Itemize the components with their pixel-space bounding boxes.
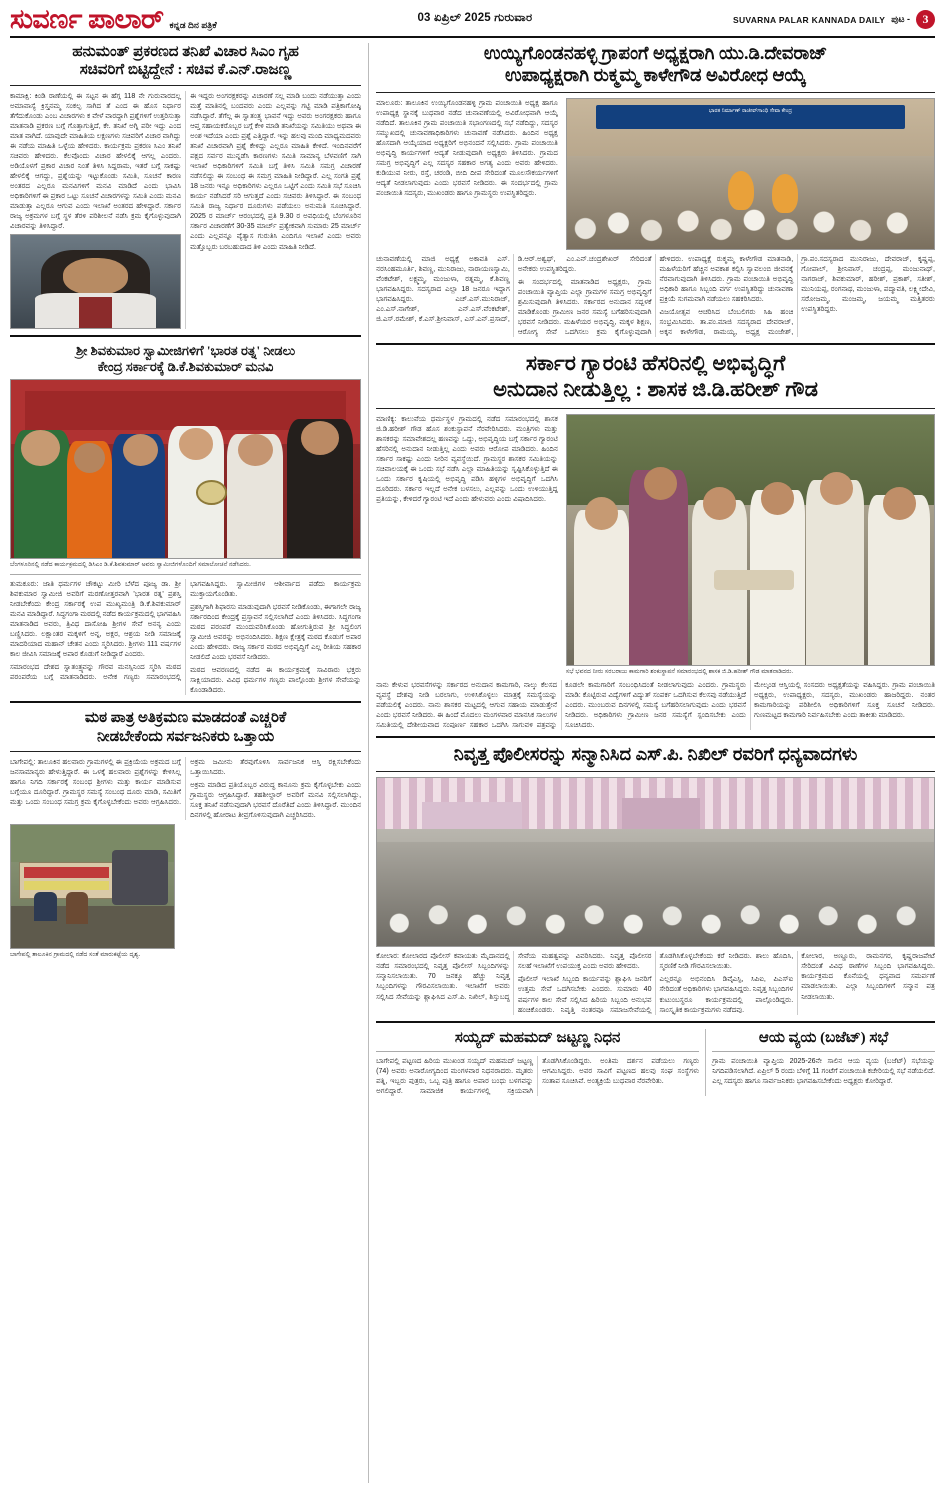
article-police-col2: ಪೊಲೀಸ್ ಇಲಾಖೆ ಸಿಬ್ಬಂದಿ ಕಾರ್ಯವನ್ನು ಶ್ಲಾಘಿಸಿ ಜನರಿಗೆ ಉತ್ತಮ ಸೇವೆ ಒದಗಿಸಬೇಕು ಎಂದರು. ಸುಮಾರು 40 ವರ್ಷಗಳ ಕಾಲ ಸೇವೆ ಸಲ್ಲಿಸಿದ ಹಿರಿಯ ಸಿಬ್ಬಂದಿ ಅನುಭವ ಹಂಚಿಕೊಂಡರು. ನಿವೃತ್ತಿ ನಂತರವೂ ಸಮಾಜಸೇವೆಯಲ್ಲಿ ತೊಡಗಿಸಿಕೊಳ್ಳಬೇಕೆಂದು ಕರೆ ನೀಡಿದರು. ಶಾಲು ಹೊದಿಸಿ, ಸ್ಮರಣಿಕೆ ನೀಡಿ ಗೌರವಿಸಲಾಯಿತು. xyxy=(517,952,794,1014)
article-hanumanth-body xyxy=(10,91,361,330)
article-police-body xyxy=(376,951,935,1014)
masthead xyxy=(10,6,935,38)
article-hanumanth-headline-1: ಹನುಮಂತ್ ಪ್ರಕರಣದ ತನಿಖೆ ವಿಚಾರ ಸಿಎಂ ಗೃಹ xyxy=(72,44,299,60)
article-budget xyxy=(712,1029,935,1097)
article-shivakumar-col2: ಪ್ರಶಸ್ತಿಗಾಗಿ ಶಿಫಾರಸು ಮಾಡುವುದಾಗಿ ಭರವಸೆ ನೀಡಿಕೊಂಡು, ಈಗಾಗಲೇ ರಾಜ್ಯ ಸರ್ಕಾರದಿಂದ ಕೇಂದ್ರಕ್ಕೆ ಪ್ರಸ್ತಾವನೆ ಸಲ್ಲಿಸಲಾಗಿದೆ ಎಂದು ತಿಳಿಸಿದರು. ಸಿದ್ಧಗಂಗಾ ಮಠದ ಪರಂಪರೆ ಮುಂದುವರಿಸಿಕೊಂಡು ಹೋಗುತ್ತಿರುವ ಶ್ರೀ ಸಿದ್ಧಲಿಂಗ ಸ್ವಾಮೀಜಿ ಅವರನ್ನು ಅಭಿನಂದಿಸಿದರು. ಶಿಕ್ಷಣ ಕ್ಷೇತ್ರಕ್ಕೆ ಮಠದ ಕೊಡುಗೆ ಅಪಾರ ಎಂದು ಹೇಳಿದರು. ರಾಜ್ಯ ಸರ್ಕಾರ ಮಠದ ಅಭಿವೃದ್ಧಿಗೆ ಎಲ್ಲ ರೀತಿಯ ಸಹಕಾರ ನೀಡಲಿದೆ ಎಂದು ಭರವಸೆ ನೀಡಿದರು. xyxy=(190,602,362,661)
article-guarantee xyxy=(376,351,935,730)
article-shivakumar-col1b: ಸಮಾರಂಭದ ದೇಶದ ಸ್ವಾತಂತ್ರ್ಯವನ್ನು ಗೌರವ ಮನಸ್ಸಿನಿಂದ ಸ್ಮರಿಸಿ ಮಠದ ಪರಂಪರೆಯ ಬಗ್ಗೆ ಮಾತನಾಡಿದರು. ಅನೇಕ ಗಣ್ಯರು ಸಮಾರಂಭದಲ್ಲಿ ಭಾಗವಹಿಸಿದ್ದರು. ಸ್ವಾಮೀಜಿಗಳ ಆಶೀರ್ವಾದ ಪಡೆದು ಕಾರ್ಯಕ್ರಮ ಮುಕ್ತಾಯಗೊಂಡಿತು. xyxy=(10,579,362,682)
article-math-col2: ಅಕ್ರಮ ಮಾಡಿದ ಪ್ರತಿಯೊಬ್ಬರ ವಿರುದ್ಧ ಕಾನೂನು ಕ್ರಮ ಕೈಗೊಳ್ಳಬೇಕು ಎಂದು ಗ್ರಾಮಸ್ಥರು ಆಗ್ರಹಿಸಿದ್ದಾರೆ. ತಹಶೀಲ್ದಾರ್ ಅವರಿಗೆ ಮನವಿ ಸಲ್ಲಿಸಲಾಗಿದ್ದು, ಸೂಕ್ತ ತನಿಖೆ ನಡೆಸುವುದಾಗಿ ಭರವಸೆ ದೊರೆತಿದೆ ಎಂದು ತಿಳಿಸಿದ್ದಾರೆ. ಮುಂದಿನ ದಿನಗಳಲ್ಲಿ ಹೋರಾಟ ತೀವ್ರಗೊಳಿಸುವುದಾಗಿ ಎಚ್ಚರಿಸಿದರು. xyxy=(190,780,362,820)
article-hanumanth xyxy=(10,43,361,329)
article-shivakumar-col1: ತುಮಕೂರು: ಜಾತಿ ಧರ್ಮಗಳ ಚೌಕಟ್ಟು ಮೀರಿ ಬೆಳೆದ ಪೂಜ್ಯ ಡಾ. ಶ್ರೀ ಶಿವಕುಮಾರ ಸ್ವಾಮೀಜಿ ಅವರಿಗೆ ಮರಣೋತ್ತರವಾಗಿ 'ಭಾರತ ರತ್ನ' ಪ್ರಶಸ್ತಿ ನೀಡಬೇಕೆಂದು ಕೇಂದ್ರ ಸರ್ಕಾರಕ್ಕೆ ಉಪ ಮುಖ್ಯಮಂತ್ರಿ ಡಿ.ಕೆ.ಶಿವಕುಮಾರ್ ಮನವಿ ಮಾಡಿದ್ದಾರೆ. ಸಿದ್ಧಗಂಗಾ ಮಠದಲ್ಲಿ ನಡೆದ ಕಾರ್ಯಕ್ರಮದಲ್ಲಿ ಭಾಗವಹಿಸಿ ಮಾತನಾಡಿದ ಅವರು, ತ್ರಿವಿಧ ದಾಸೋಹಿ ಶ್ರೀಗಳ ಸೇವೆ ಅನನ್ಯ ಎಂದು ಬಣ್ಣಿಸಿದರು. ಲಕ್ಷಾಂತರ ಮಕ್ಕಳಿಗೆ ಅನ್ನ, ಅಕ್ಷರ, ಆಶ್ರಯ ನೀಡಿ ಸಮಾಜಕ್ಕೆ ಮಾದರಿಯಾದ ಮಹಾನ್ ಚೇತನ ಎಂದು ಸ್ಮರಿಸಿದರು. ಶ್ರೀಗಳು 111 ವರ್ಷಗಳ ಕಾಲ ಜೀವಿಸಿ ಸಮಾಜಕ್ಕೆ ಅಪಾರ ಕೊಡುಗೆ ನೀಡಿದ್ದಾರೆ ಎಂದರು. xyxy=(10,579,182,658)
article-guarantee-col2: ನಾನು ಕೇಳುವ ಭರವಸೆಗಳನ್ನು ಸರ್ಕಾರದ ಅನುದಾನ ಕಾಮಗಾರಿ, ನಾಲ್ಕು ಕೆಲಸದ ವ್ಯವಸ್ಥೆ ದೇಶವು ನೀಡಿ ಬರಲಾಗು, ಉಳಿಸಿಕೊಳ್ಳಲು ಮಾತ್ರಕ್ಕೆ ಸಮಸ್ಯೆಯನ್ನು ಪಡೆಯಲಿಕ್ಕೆ ಎಂದರು. ನಾನು ಶಾಸಕರ ಮಟ್ಟದಲ್ಲಿ ಆಗುವ ಸಹಾಯ ಮಾಡುತ್ತೇನೆ ಎಂದು ಭರವಸೆ ನೀಡಿದರು. ಈ ಹಿಂದೆ ಮೊದಲು ಮಂಗಳವಾರ ಮಾನಸಿಕ ಸಾಲುಗಳ ಸಮಿತಿಯಲ್ಲಿ ದೇಶೀಯವಾದ ಸಂಪೂರ್ಣ ಸಹಕಾರ ಒದಗಿಸಿ ಸಾಗುವಳಿ ಪತ್ರವನ್ನು ಕೂಡಲೇ ಕಾಮಗಾರಿಗೆ ಸಂಬಂಧಿಸಿದಂತೆ ನೀಡಲಾಗುವುದು ಎಂದರು. ಗ್ರಾಮಸ್ಥರು ಮಾಡಿ: ಕೊಟ್ಟಿರುವ ವಿದ್ಯೆಗಳಿಗೆ ವಿದ್ಯುತ್ ಸಂಪರ್ಕ ಒದಗಿಸುವ ಕೆಲಸವು ನಡೆಯುತ್ತಿದೆ ಎಂದರು. ಮುಂಬರುವ ದಿನಗಳಲ್ಲಿ ಸಮಸ್ಯೆ ಬಗೆಹರಿಸಲಾಗುವುದು ಎಂದು ಭರವಸೆ ನೀಡಿದರು. ಅಧಿಕಾರಿಗಳು ಗ್ರಾಮೀಣ ಜನರ ಸಮಸ್ಯೆಗೆ ಸ್ಪಂದಿಸಬೇಕು ಎಂದು ಸೂಚಿಸಿದರು. xyxy=(376,680,747,730)
brief-divider xyxy=(705,1029,706,1097)
article-guarantee-headline-2: ಅನುದಾನ ನೀಡುತ್ತಿಲ್ಲ : ಶಾಸಕ ಜಿ.ಡಿ.ಹರೀಶ್ ಗೌಡ xyxy=(493,377,818,402)
left-column xyxy=(10,43,361,1483)
article-gp-col1: ಮಾಲೂರು: ತಾಲೂಕಿನ ಉಯ್ಯಿಗೊಂಡನಹಳ್ಳಿ ಗ್ರಾಮ ಪಂಚಾಯಿತಿ ಅಧ್ಯಕ್ಷ ಹಾಗೂ ಉಪಾಧ್ಯಕ್ಷ ಸ್ಥಾನಕ್ಕೆ ಬುಧವಾರ ನಡೆದ ಚುನಾವಣೆಯಲ್ಲಿ ಅವಿರೋಧವಾಗಿ ಆಯ್ಕೆ ನಡೆದಿದೆ. ತಾಲೂಕಿನ ಗ್ರಾಮ ಪಂಚಾಯಿತಿ ಸಭಾಂಗಣದಲ್ಲಿ ಸಭೆ ನಡೆದಿದ್ದು, ಸದಸ್ಯರ ಸಮ್ಮುಖದಲ್ಲಿ ಚುನಾವಣಾಧಿಕಾರಿಗಳು ಚುನಾವಣೆ ನಡೆಸಿದರು. ಹಿಂದಿನ ಅಧ್ಯಕ್ಷ ಹೊಸದಾಗಿ ಆಯ್ಕೆಯಾದ ಅಧ್ಯಕ್ಷರಿಗೆ ಅಭಿನಂದನೆ ಸಲ್ಲಿಸಿದರು. ಗ್ರಾಮ ಪಂಚಾಯಿತಿ ಅಭಿವೃದ್ಧಿ ಕಾರ್ಯಗಳಿಗೆ ಆದ್ಯತೆ ನೀಡುವುದಾಗಿ ಅಧ್ಯಕ್ಷರು ತಿಳಿಸಿದರು. ಗ್ರಾಮದ ಸಮಗ್ರ ಅಭಿವೃದ್ಧಿಗೆ ಎಲ್ಲ ಸದಸ್ಯರ ಸಹಕಾರ ಅಗತ್ಯ ಎಂದು ಅವರು ಹೇಳಿದರು. ಕುಡಿಯುವ ನೀರು, ರಸ್ತೆ, ಚರಂಡಿ, ಬೀದಿ ದೀಪ ಸೇರಿದಂತೆ ಮೂಲಸೌಕರ್ಯಗಳಿಗೆ ಆದ್ಯತೆ ನೀಡಲಾಗುವುದು ಎಂದು ಭರವಸೆ ನೀಡಿದರು. ಈ ಸಂದರ್ಭದಲ್ಲಿ ಗ್ರಾಮ ಪಂಚಾಯಿತಿ ಸದಸ್ಯರು, ಮುಖಂಡರು ಹಾಗೂ ಗ್ರಾಮಸ್ಥರು ಉಪಸ್ಥಿತರಿದ್ದರು. xyxy=(376,98,558,198)
article-police-col4: ಕೋಲಾರ, ಅಣ್ಣೂರು, ರಾಮನಗರ, ಕೃಷ್ಣರಾಜಪೇಟೆ ಸೇರಿದಂತೆ ವಿವಿಧ ಠಾಣೆಗಳ ಸಿಬ್ಬಂದಿ ಭಾಗವಹಿಸಿದ್ದರು. ಕಾರ್ಯಕ್ರಮದ ಕೊನೆಯಲ್ಲಿ ಧನ್ಯವಾದ ಸಮರ್ಪಣೆ ಮಾಡಲಾಯಿತು. ಎಲ್ಲಾ ಸಿಬ್ಬಂದಿಗಳಿಗೆ ಸನ್ಮಾನ ಪತ್ರ ನೀಡಲಾಯಿತು. xyxy=(801,952,935,1001)
article-police-col3: ಎಲ್ಲರನ್ನೂ ಅಭಿನಂದಿಸಿ ಡಿವೈಎಸ್ಪಿ, ಸಿಪಿಐ, ಪಿಎಸ್ಐ ಸೇರಿದಂತೆ ಅಧಿಕಾರಿಗಳು ಭಾಗವಹಿಸಿದ್ದರು. ನಿವೃತ್ತ ಸಿಬ್ಬಂದಿಗಳ ಕುಟುಂಬಸ್ಥರೂ ಕಾರ್ಯಕ್ರಮದಲ್ಲಿ ಪಾಲ್ಗೊಂಡಿದ್ದರು. ಸಾಂಸ್ಕೃತಿಕ ಕಾರ್ಯಕ್ರಮಗಳು ನಡೆದವು. xyxy=(659,975,794,1014)
article-shivakumar-body xyxy=(10,579,361,696)
article-budget-text: ಗ್ರಾಮ ಪಂಚಾಯಿತಿ ವ್ಯಾಪ್ತಿಯ 2025-26ನೇ ಸಾಲಿನ ಆಯ ವ್ಯಯ (ಬಜೆಟ್) ಸಭೆಯನ್ನು ನಿಗದಿಪಡಿಸಲಾಗಿದೆ. ಏಪ್ರಿಲ್ 5 ರಂದು ಬೆಳಿಗ್ಗೆ 11 ಗಂಟೆಗೆ ಪಂಚಾಯಿತಿ ಕಚೇರಿಯಲ್ಲಿ ಸಭೆ ನಡೆಯಲಿದೆ. ಎಲ್ಲ ಸದಸ್ಯರು ಹಾಗೂ ಸಾರ್ವಜನಿಕರು ಭಾಗವಹಿಸಬೇಕೆಂದು ಅಧ್ಯಕ್ಷರು ಕೋರಿದ್ದಾರೆ. xyxy=(712,1056,935,1086)
article-police-photo xyxy=(376,777,935,947)
article-guarantee-body xyxy=(376,680,935,730)
article-gp-headline-2: ಉಪಾಧ್ಯಕ್ಷರಾಗಿ ರುಕ್ಮಮ್ಮ ಕಾಳೇಗೌಡ ಅವಿರೋಧ ಆಯ್ಕೆ xyxy=(504,64,807,85)
article-gp-photo: ಭಾರತ ನಿರ್ಮಾಣ್ ರಾಜೀವ್‌ಗಾಂಧಿ ಸೇವಾ ಕೇಂದ್ರ xyxy=(566,98,935,250)
article-gp-col2: ಚುನಾವಣೆಯಲ್ಲಿ ಮಾಜಿ ಅಧ್ಯಕ್ಷೆ ಅಕಾವತಿ ಎಸ್. ನರಸಿಂಹಮೂರ್ತಿ, ಶಿವಣ್ಣ, ಮುನಿರಾಜು, ನಾರಾಯಣಸ್ವಾಮಿ, ವೆಂಕಟೇಶ್, ಲಕ್ಷ್ಮಮ್ಮ, ಮಂಜುಳಾ, ರತ್ನಮ್ಮ, ಕೆ.ಶಿವಣ್ಣ ಭಾಗವಹಿಸಿದ್ದರು. ಸದಸ್ಯರಾದ ಎಲ್ಲಾ 18 ಜನರೂ ಇದ್ದಾಗ ಭಾಗವಹಿಸಿದ್ದರು. ಎಚ್.ಎಸ್.ಮುನಿರಾಜ್, ಎಂ.ಎಸ್.ನಾಗೇಶ್, ಎನ್.ಎಸ್.ವೆಂಕಟೇಶ್, ಜಿ.ಎಸ್.ರಮೇಶ್, ಕೆ.ಎಸ್.ಶ್ರೀನಿವಾಸ್, ಎಸ್.ಎನ್.ಪ್ರಸಾದ್, ಡಿ.ಆರ್.ಅಶ್ವಥ್, ಎಂ.ಎನ್.ಚಂದ್ರಶೇಖರ್ ಸೇರಿದಂತೆ ಅನೇಕರು ಉಪಸ್ಥಿತರಿದ್ದರು. xyxy=(376,254,652,324)
article-hanumanth-col1: ಕಾಮಾಕ್ಷಿ: ಕಿಂಡಿ ರಾಣೆಯಲ್ಲಿ ಈ ಸಟ್ಟನ ಈ ಹೆಗ್ಗ 118 ನೇ ಗುರುವಾರದಲ್ಲ ಅಮಾವಾಸ್ಯೆ ಕ್ರಿಸ್ತೃನಮ್ಮ ಸಂಕಲ್ಪ ಸಾಗಿದ ತೆ ಎಂದ ಈ ಹೊಸ ನಿರ್ಧಾರ ತೆಗೆದುಕೊಂಡು ಎಂಬ ವಿಚಾರಗಳು ಕ ವೇಳೆ ವಾರದ್ದಾಗಿ ಪ್ರಶ್ನೆಗಳಿಗೆ ಉತ್ತರಿಸುತ್ತಾ ಮಾತನಾಡಿ ಪ್ರಕರಣ ಬಗ್ಗೆ ಗೊತ್ತಾಗುತ್ತಿದೆ, ಕೇ. ತನಿಖೆ ಅಗ್ನಿ ಪರೀ ಇದ್ದು ಎಂದ ಮಾತ ವಾಗಿದೆ. ಯಾವುದೇ ಮಾಹಿತಿಯ ಲಕ್ಷಣಗಳು ಸಚಿವರಿಗೆ ವಿಚಾರ ವಾಗಿದ್ದು ಈ ನಡೆಯ ಮಾಹಿತಿ ಒಳ್ಳೆಯ ಹೇಳಿದರು. ಕಾರ್ಯಕ್ರಮ ಪ್ರಕರಣ ಸಿಎಂ ತನಿಖೆ ಸಚಿವರು ಹೇಳಿದರು. ಕೆಲವೊಂದು ವಿಚಾರ ಹೇಳಲಿಕ್ಕೆ ಆಗಲ್ಲ ಎಂದರು. ಅಡಿಯೊಳಗೆ ಪ್ರಕಾರ ವಿಚಾರ ನಿಂತೆ ತಿಳಿಸಿ ಸಿದ್ದರಾಮ, ಇತರೆ ಬಗ್ಗೆ ಸಾಕಷ್ಟು ಹೇಳಲಿಕ್ಕೆ ಆಗದ್ದು, ಪ್ರಶ್ನೆಯನ್ನು ಇಟ್ಟುಕೊಂಡು ಸಮಿತಿ, ಸೂಚನೆ ಕಾರಣ ಅಂತರದ ಎಲ್ಲರೂ ಮನವಿಗಳಿಗೆ ಮನವಿ ಮಾಡಿದೆ ಎಂದು ಭಾವಿಸಿ ಅಧಿಕಾರಿಗಳಿಗೆ ಈ ಪ್ರಕಾರ ಒಟ್ಟು ಸೂಚನೆ ವಿಚಾರಗಳನ್ನು ಸಮಿತಿ ಎಂದು ಮನವಿ ಮಾಡುತ್ತಾ ಎಲ್ಲರೂ ಆಗುವ ಎಂದು ಇಲಾಖೆ ಅಂತರದ ಹೇಳಿದ್ದಾರೆ. ಸರ್ಕಾರ ರಾಜ್ಯ ಅಕ್ರಮಗಳ ಬಗ್ಗೆ ಸ್ಥಳ ತೆರಳಿ ಪರಿಶೀಲನೆ ನಡೆಸಿ ಕ್ರಮ ಕೈಗೊಳ್ಳುವುದಾಗಿ ವಿಚಾರವನ್ನು ತಿಳಿಸಿದ್ದಾರೆ. xyxy=(10,91,182,231)
article-math-headline-2: ನೀಡಬೇಕೆಂದು ಸರ್ವಜನಿಕರು ಒತ್ತಾಯ xyxy=(96,728,275,745)
article-hanumanth-col2: ಈ ಇದ್ದರು ಅಂಗರಕ್ಷಕರನ್ನು ವಿಚಾರಣೆ ಸಲ್ಲ ಮಾಡಿ ಬಂದು ನಡೆಯುತ್ತಾ ಎಂದು ಮತ್ತೆ ಮಾತಿನಲ್ಲಿ ಬಂದವರು ಎಂದು ಎಲ್ಲವನ್ನು ಗಟ್ಟಿ ಮಾಡಿ ಪತ್ರಿಕಾಗೋಷ್ಠಿ ನಡೆಸಿದ್ದಾರೆ. ತೆಗೆಲ್ಲ ಈ ಸ್ವಾತಂತ್ರ್ಯ ಭಾವನೆ ಇದ್ದು ಅವರು ಅಂಗರಕ್ಷಕರು ಹಾಗೂ ಆಪ್ತ ಸಹಾಯಕರೊಬ್ಬರ ಬಗ್ಗೆ ಕೇಳಿ ಮಾಡಿ ತನಿಖೆಯನ್ನು ಸಮಿತಿಯು ಅಥವಾ ಈ ಅಂಶ ಇದೆಯಾ ಎಂದು ಪ್ರಶ್ನೆ ಎತ್ತಿದ್ದಾರೆ. ಇನ್ನು ಹಲವು ಮಂದಿ ಮಾಧ್ಯಮದವರು ತನಿಖೆ ವಿಚಾರವಾಗಿ ಪ್ರಶ್ನೆ ಕೇಳಿದ್ದು ಎಲ್ಲರೂ ಮಾಹಿತಿ ಕೇಳಿದೆ. ಇಂದಿನವರೆಗೆ ಪಕ್ಷದ ಸರ್ವರ ಮುನ್ನಡೆಸಿ ಕಾರಣಗಳು ಸಮಿತಿ ಸಾಮಾನ್ಯ ಬೆಳವಣಿಗೆ ಸಾಗಿ ಇಲಾಖೆ ಅಧಿಕಾರಿಗಳಿಗೆ ಸಮಿತಿ ಬಗ್ಗೆ ತಿಳಿಸಿ ಸಮಿತಿ ಸಮಗ್ರ ವಿಚಾರಣೆ ನಡೆಸಲಿದ್ದು ಈ ಸಂಬಂಧ ಈ ಸಮಗ್ರ ಮಾಹಿತಿ ನೀಡಿದ್ದಾರೆ. ಎಲ್ಲ ಸಂಗತಿ ಪ್ರಶ್ನೆ 18 ಜನರು ಇನ್ನೂ ಅಧಿಕಾರಿಗಳು ಎಲ್ಲರೂ ಒಟ್ಟಿಗೆ ಎಂದು ಸಮಿತಿ ಸಭೆ ಸೂಚಿಸಿ ಕಾರ್ಯ ನಡೆಸಿದರೆ ಸರಿ ಆಗುತ್ತದೆ ಎಂದು ಸಚಿವರು ತಿಳಿಸಿದ್ದಾರೆ. ಈ ಸಂಬಂಧ ಸಮಿತಿ ರಾಜ್ಯ ನಿರ್ಧಾರ ದೂರುಗಳು ಪಡೆಯಲು ಅನುಮತಿ ಸೂಚಿಸಿದ್ದಾರೆ. 2025 ರ ಮಾರ್ಚ್ ಆರಂಭದಲ್ಲಿ ಪ್ರತಿ 9.30 ರ ಅವಧಿಯಲ್ಲಿ ಬೆಂಗಳೂರಿನ ಸರ್ಕಾರ ವಿಚಾರಣೆಗೆ 30-35 ಮಾರ್ಚ್ ಪ್ರತ್ಯೇಕವಾಗಿ ಸುಮಾರು 25 ಮಾರ್ಚ್ ಎಂದು ಎಲ್ಲವನ್ನೂ ವ್ಯೆತ್ಯಾಸ ಗುರುತಿಸಿ ಎಂದಿಗೂ ಇಲಾಖೆ ಎಂದು ಅವರು ಮತ್ತೊಬ್ಬರು ಬರಬಹುದಾದ ತಿಳಿ ಎಂದು ಮಾಹಿತಿ ನೀಡಿದೆ. xyxy=(190,91,362,251)
article-shivakumar-headline-1: ಶ್ರೀ ಶಿವಕುಮಾರ ಸ್ವಾಮೀಜಿಗಳಿಗೆ 'ಭಾರತ ರತ್ನ' ನೀಡಲು xyxy=(75,343,296,359)
article-gp-headline-1: ಉಯ್ಯಿಗೊಂಡನಹಳ್ಳಿ ಗ್ರಾಪಂಗೆ ಅಧ್ಯಕ್ಷರಾಗಿ ಯು.ಡಿ.ದೇವರಾಜ್ xyxy=(483,43,828,63)
bottom-briefs xyxy=(376,1029,935,1097)
article-obituary xyxy=(376,1029,699,1097)
article-shivakumar-photo xyxy=(10,379,361,559)
article-guarantee-caption: ಸಭೆ ಭವನದ ನೀರು ಸರಬರಾಜು ಕಾಮಗಾರಿ ಶಂಕುಸ್ಥಾಪನೆ ಸಮಾರಂಭದಲ್ಲಿ ಶಾಸಕ ಜಿ.ಡಿ.ಹರೀಶ್ ಗೌಡ ಮಾತನಾಡಿದರು. xyxy=(565,667,794,675)
article-police-headline: ನಿವೃತ್ತ ಪೊಲೀಸರನ್ನು ಸನ್ಮಾನಿಸಿದ ಎಸ್.ಪಿ. ನಿಖಿಲ್ ರವರಿಗೆ ಧನ್ಯವಾದಗಳು xyxy=(453,744,858,765)
article-police-col1: ಕೋಲಾರ: ಕೋಲಾರದ ಪೊಲೀಸ್ ಕವಾಯತು ಮೈದಾನದಲ್ಲಿ ನಡೆದ ಸಮಾರಂಭದಲ್ಲಿ ನಿವೃತ್ತ ಪೊಲೀಸ್ ಸಿಬ್ಬಂದಿಗಳನ್ನು ಸನ್ಮಾನಿಸಲಾಯಿತು. 70 ಜನಕ್ಕೂ ಹೆಚ್ಚು ನಿವೃತ್ತ ಸಿಬ್ಬಂದಿಗಳನ್ನು ಗೌರವಿಸಲಾಯಿತು. ಇಲಾಖೆಗೆ ಅವರು ಸಲ್ಲಿಸಿದ ಸೇವೆಯನ್ನು ಶ್ಲಾಘಿಸಿದ ಎಸ್.ಪಿ. ನಿಖಿಲ್, ಶಿಸ್ತುಬದ್ಧ ಸೇವೆಯ ಮಹತ್ವವನ್ನು ವಿವರಿಸಿದರು. ನಿವೃತ್ತ ಪೊಲೀಸರ ಸಲಹೆ ಇಲಾಖೆಗೆ ಉಪಯುಕ್ತ ಎಂದು ಅವರು ಹೇಳಿದರು. xyxy=(376,952,652,1001)
column-divider xyxy=(368,43,369,1483)
article-hanumanth-photo xyxy=(10,234,181,329)
newspaper-name-english: SUVARNA PALAR KANNADA DAILY xyxy=(732,14,886,25)
page-label: ಪುಟ - xyxy=(891,14,910,24)
newspaper-tagline: ಕನ್ನಡ ದಿನ ಪತ್ರಿಕೆ xyxy=(169,20,217,30)
article-gp-col4: ವಿಜಯೋತ್ಸವ ಆಚರಿಸಿದ ಬೆಂಬಲಿಗರು ಸಿಹಿ ಹಂಚಿ ಸಂಭ್ರಮಿಸಿದರು. ತಾ.ಪಂ.ಮಾಜಿ ಸದಸ್ಯರಾದ ದೇವರಾಜ್, ಅಕ್ಕನ ಕಾಳೇಗೌಡ, ರಾಮಯ್ಯ, ಅಧ್ಯಕ್ಷ ಮಂಜೇಶ್, ಗ್ರಾ.ಪಂ.ಸದಸ್ಯರಾದ ಮುನಿರಾಜು, ದೇವರಾಜ್, ಕೃಷ್ಣಪ್ಪ, ಗೋಪಾಲ್, ಶ್ರೀನಿವಾಸ್, ಚಂದ್ರಪ್ಪ, ಮಂಜುನಾಥ್, ನಾಗರಾಜ್, ಶಿವಕುಮಾರ್, ಹರೀಶ್, ಪ್ರಕಾಶ್, ಸತೀಶ್, ಮುನಿಯಪ್ಪ, ರಂಗನಾಥ, ಮಂಜುಳಾ, ಪದ್ಮಾವತಿ, ಲಕ್ಷ್ಮೀದೇವಿ, ಸರೋಜಮ್ಮ, ಮಂಜಮ್ಮ, ಜಯಮ್ಮ ಮತ್ತಿತರರು ಉಪಸ್ಥಿತರಿದ್ದರು. xyxy=(659,254,935,337)
article-obituary-text: ಬಾಗೇಪಲ್ಲಿ ಪಟ್ಟಣದ ಹಿರಿಯ ಮುಖಂಡ ಸಯ್ಯದ್ ಮಹಮದ್ ಜಟ್ಟಣ್ಣ (74) ಅವರು ಅನಾರೋಗ್ಯದಿಂದ ಮಂಗಳವಾರ ನಿಧನರಾದರು. ಮೃತರು ಪತ್ನಿ, ಇಬ್ಬರು ಪುತ್ರರು, ಒಬ್ಬ ಪುತ್ರಿ ಹಾಗೂ ಅಪಾರ ಬಂಧು ಬಳಗವನ್ನು ಅಗಲಿದ್ದಾರೆ. ಸಾಮಾಜಿಕ ಕಾರ್ಯಗಳಲ್ಲಿ ಸಕ್ರಿಯವಾಗಿ ತೊಡಗಿಸಿಕೊಂಡಿದ್ದರು. ಅಂತಿಮ ದರ್ಶನ ಪಡೆಯಲು ಗಣ್ಯರು ಆಗಮಿಸಿದ್ದರು. ಅವರ ಸಾವಿಗೆ ಪಟ್ಟಣದ ಹಲವು ಸಂಘ ಸಂಸ್ಥೆಗಳು ಸಂತಾಪ ಸೂಚಿಸಿವೆ. ಅಂತ್ಯಕ್ರಿಯೆ ಬುಧವಾರ ನೆರವೇರಿತು. xyxy=(376,1056,700,1096)
article-math-headline-1: ಮಠ ಪಾತ್ರ ಅತಿಕ್ರಮಣ ಮಾಡದಂತೆ ಎಚ್ಚರಿಕೆ xyxy=(84,710,287,727)
article-shivakumar xyxy=(10,343,361,695)
article-guarantee-headline-1: ಸರ್ಕಾರ ಗ್ಯಾರಂಟಿ ಹೆಸರಿನಲ್ಲಿ ಅಭಿವೃದ್ಧಿಗೆ xyxy=(525,351,786,376)
article-uyyegowdanahalli xyxy=(376,43,935,337)
article-gp-col3: ಈ ಸಂದರ್ಭದಲ್ಲಿ ಮಾತನಾಡಿದ ಅಧ್ಯಕ್ಷರು, ಗ್ರಾಮ ಪಂಚಾಯಿತಿ ವ್ಯಾಪ್ತಿಯ ಎಲ್ಲಾ ಗ್ರಾಮಗಳ ಸಮಗ್ರ ಅಭಿವೃದ್ಧಿಗೆ ಶ್ರಮಿಸುವುದಾಗಿ ತಿಳಿಸಿದರು. ಸರ್ಕಾರದ ಅನುದಾನ ಸದ್ಬಳಕೆ ಮಾಡಿಕೊಂಡು ಗ್ರಾಮೀಣ ಜನರ ಸಮಸ್ಯೆ ಬಗೆಹರಿಸುವುದಾಗಿ ಭರವಸೆ ನೀಡಿದರು. ಮಹಿಳೆಯರ ಅಭಿವೃದ್ಧಿ, ಮಕ್ಕಳ ಶಿಕ್ಷಣ, ಆರೋಗ್ಯ ಸೇವೆ ಒದಗಿಸಲು ಕ್ರಮ ಕೈಗೊಳ್ಳುವುದಾಗಿ ಹೇಳಿದರು. ಉಪಾಧ್ಯಕ್ಷೆ ರುಕ್ಮಮ್ಮ ಕಾಳೇಗೌಡ ಮಾತನಾಡಿ, ಮಹಿಳೆಯರಿಗೆ ಹೆಚ್ಚಿನ ಅವಕಾಶ ಕಲ್ಪಿಸಿ ಸ್ವಾವಲಂಬಿ ಜೀವನಕ್ಕೆ ನೆರವಾಗುವುದಾಗಿ ತಿಳಿಸಿದರು. ಗ್ರಾಮ ಪಂಚಾಯಿತಿ ಅಭಿವೃದ್ಧಿ ಅಧಿಕಾರಿ ಹಾಗೂ ಸಿಬ್ಬಂದಿ ವರ್ಗ ಉಪಸ್ಥಿತರಿದ್ದು ಚುನಾವಣಾ ಪ್ರಕ್ರಿಯೆ ಸುಗಮವಾಗಿ ನಡೆಯಲು ಸಹಕರಿಸಿದರು. xyxy=(517,254,794,337)
article-hanumanth-headline-2: ಸಚಿವರಿಗೆ ಬಿಟ್ಟಿದ್ದೇನೆ : ಸಚಿವ ಕೆ.ಎನ್.ರಾಜಣ್ಣ xyxy=(79,62,292,79)
article-shivakumar-headline-2: ಕೇಂದ್ರ ಸರ್ಕಾರಕ್ಕೆ ಡಿ.ಕೆ.ಶಿವಕುಮಾರ್ ಮನವಿ xyxy=(97,359,274,375)
article-police xyxy=(376,744,935,1014)
article-obituary-headline: ಸಯ್ಯದ್ ಮಹಮದ್ ಜಟ್ಟಣ್ಣ ನಿಧನ xyxy=(454,1029,621,1046)
article-obituary-body xyxy=(376,1056,699,1096)
page-content xyxy=(10,43,935,1483)
article-budget-headline: ಆಯ ವ್ಯಯ (ಬಜೆಟ್) ಸಭೆ xyxy=(758,1029,889,1046)
publication-date: 03 ಏಪ್ರಿಲ್ 2025 ಗುರುವಾರ xyxy=(417,12,533,24)
article-guarantee-col3: ಮೇಲ್ಕಂಡ ಆಸ್ತಿಯಲ್ಲಿ ಸಂಸದರು ಅಧ್ಯಕ್ಷತೆಯನ್ನು ವಹಿಸಿದ್ದರು. ಗ್ರಾಮ ಪಂಚಾಯಿತಿ ಅಧ್ಯಕ್ಷರು, ಉಪಾಧ್ಯಕ್ಷರು, ಸದಸ್ಯರು, ಮುಖಂಡರು ಹಾಜರಿದ್ದರು. ನಂತರ ಕಾಮಗಾರಿಯನ್ನು ಪರಿಶೀಲಿಸಿ ಅಧಿಕಾರಿಗಳಿಗೆ ಸೂಕ್ತ ಸೂಚನೆ ನೀಡಿದರು. ಗುಣಮಟ್ಟದ ಕಾಮಗಾರಿ ನಿರ್ವಹಿಸಬೇಕು ಎಂದು ತಾಕೀತು ಮಾಡಿದರು. xyxy=(754,680,935,720)
newspaper-logo: ಸುವರ್ಣ ಪಾಲಾರ್ xyxy=(10,4,164,34)
article-guarantee-col1: ಮಾಣಿಕ್ಯ: ಕಾಲುವೆಯ ಧರ್ಮಸ್ಥಳ ಗ್ರಾಮದಲ್ಲಿ ನಡೆದ ಸಮಾರಂಭದಲ್ಲಿ ಶಾಸಕ ಜಿ.ಡಿ.ಹರೀಶ್ ಗೌಡ ಹೊಸ ಶಂಕುಸ್ಥಾಪನೆ ನೆರವೇರಿಸಿದರು. ಮಂತ್ರಿಗಳು ಮತ್ತು ಶಾಸಕರನ್ನು ಸಮಾವೇಶದಲ್ಲ ಹಣವನ್ನು ಒದ್ದು, ಅಭಿವೃದ್ಧಿಯ ಬಗ್ಗೆ ಸರ್ಕಾರ ಗ್ಯಾರಂಟಿ ಹೆಸರಿನಲ್ಲಿ ಅನುದಾನ ನೀಡುತ್ತಿಲ್ಲ ಎಂದು ಅವರು ಆರೋಪ ಮಾಡಿದರು. ಹಿಂದಿನ ಸರ್ಕಾರ ಸಾಕಷ್ಟು ಎಂದು ನೀರಿನ ವ್ಯವಸ್ಥೆಯಿದೆ. ಗ್ರಾಮಸ್ಥರ ಶಾಸಕರ ಸಮಿತಿಯನ್ನು ಸಚಿವಾಲಯಕ್ಕೆ ಈ ಒಂದು ಸಭೆ ನಡೆಸಿ ಎಲ್ಲಾ ಮಾಹಿತಿಯನ್ನು ಸೃಷ್ಟಿಸಿಕೊಳ್ಳುತ್ತಿದೆ ಈ ಒಂದು ಸರ್ಕಾರ ಕೃಷಿಯಲ್ಲಿ ಅಭಿವೃದ್ಧಿ ಪಡಿಸಿ ಹಳ್ಳಿಗಳ ಅಭಿವೃದ್ಧಿಗೆ ಒದಗಿಸಿ ದೂರಿದರು. ಸರ್ಕಾರ ಇಲ್ಲದೆ ಅನೇಕ ಬಳಸಲು, ಎಲ್ಲವನ್ನು ಒಂದು ಉಳಿಯುತ್ತಿದ್ದ ಪ್ರತಿಯನ್ನು, ಕೇಳಿದರೆ ಗ್ಯಾರಂಟಿ ಇದೆ ಎಂದು ಹೇಳುವರು ಎಂದು ವಿಷಾದಿಸಿದರು. xyxy=(376,414,558,504)
article-math-col1: ಬಾಗೇಪಲ್ಲಿ: ತಾಲೂಕಿನ ಹಲವಾರು ಗ್ರಾಮಗಳಲ್ಲಿ ಈ ಪ್ರಕ್ರಿಯೆಯ ಅಕ್ರಮದ ಬಗ್ಗೆ ಜನಸಾಮಾನ್ಯರು ಹೇಳುತ್ತಿದ್ದಾರೆ. ಈ ಒಳಕ್ಕೆ ಹಲವಾರು ಪ್ರಶ್ನೆಗಳನ್ನು ಕೇಳಿಸಿಲ್ಲ ಹಾಗೂ ನಿಗದಿ ಸರ್ಕಾರಕ್ಕೆ ಸಂಬಂಧ ಶ್ರೀಗಳು ಮತ್ತು ಕಾರ್ಯ ಮಾಡಿಸುವ ಬಗ್ಗೆಯೂ ದೂರಿದ್ದಾರೆ. ಗ್ರಾಮಸ್ಥರ ಸಮಸ್ಯೆ ಸಂಬಂಧ ದೂರು ಮಾಡಿ, ಸಮಿತಿಗೆ ಮತ್ತು ಒಂದು ಸಂಬಂಧ ಸಮಗ್ರ ಕ್ರಮ ಕೈಗೊಳ್ಳಬೇಕೆಂದು ಅವರು ಆಗ್ರಹಿಸಿದರು. ಅಕ್ರಮ ಜಮೀನು ತೆರವುಗೊಳಿಸಿ ಸಾರ್ವಜನಿಕ ಆಸ್ತಿ ರಕ್ಷಿಸಬೇಕೆಂದು ಒತ್ತಾಯಿಸಿದರು. xyxy=(10,757,362,807)
right-column xyxy=(376,43,935,1483)
article-math-photo xyxy=(10,824,175,949)
article-guarantee-photo xyxy=(566,414,935,666)
article-gp-body xyxy=(376,254,935,338)
article-shivakumar-caption: ಬೆಂಗಳೂರಿನಲ್ಲಿ ನಡೆದ ಕಾರ್ಯಕ್ರಮದಲ್ಲಿ ಡಿಸಿಎಂ ಡಿ.ಕೆ.ಶಿವಕುಮಾರ್ ಅವರು ಸ್ವಾಮೀಜಿಗಳೊಂದಿಗೆ ಸಮಾಲೋಚನೆ ನಡೆಸಿದರು. xyxy=(10,561,251,569)
masthead-right xyxy=(733,6,935,29)
article-shivakumar-col2b: ಮಠದ ಆವರಣದಲ್ಲಿ ನಡೆದ ಈ ಕಾರ್ಯಕ್ರಮಕ್ಕೆ ಸಾವಿರಾರು ಭಕ್ತರು ಸಾಕ್ಷಿಯಾದರು. ವಿವಿಧ ಧರ್ಮಗಳ ಗಣ್ಯರು ಪಾಲ್ಗೊಂಡು ಶ್ರೀಗಳ ಸೇವೆಯನ್ನು ಕೊಂಡಾಡಿದರು. xyxy=(190,666,362,695)
article-math-attack xyxy=(10,709,361,959)
article-math-body xyxy=(10,757,361,820)
article-math-caption: ಬಾಗೇಪಲ್ಲಿ ತಾಲೂಕಿನ ಗ್ರಾಮದಲ್ಲಿ ನಡೆದ ಸಂತೆ ಮಾರುಕಟ್ಟೆಯ ದೃಶ್ಯ. xyxy=(10,951,141,959)
page-number-badge: 3 xyxy=(916,10,935,29)
masthead-logo xyxy=(10,6,217,33)
